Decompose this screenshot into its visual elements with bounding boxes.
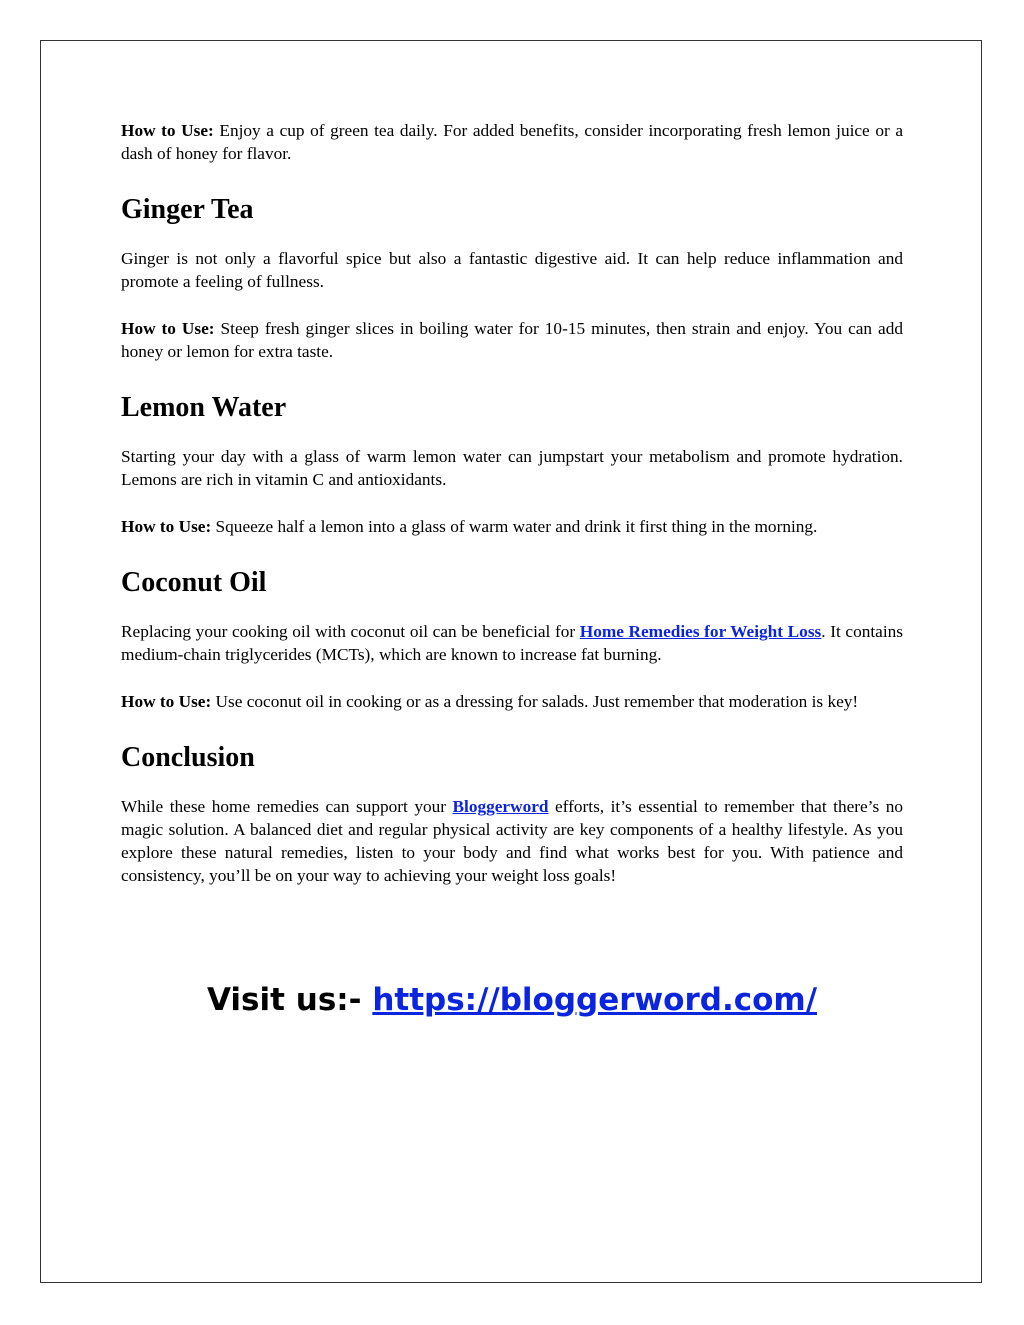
howto-text: Use coconut oil in cooking or as a dressing for salads. Just remember that moderation is key! (211, 692, 859, 711)
heading-ginger-tea: Ginger Tea (121, 194, 254, 225)
ginger-tea-paragraph: Ginger is not only a flavorful spice but also a fantastic digestive aid. It can help reduce inflammation and promote a feeling of fullness. (121, 249, 903, 291)
ginger-tea-howto-paragraph (121, 317, 903, 363)
heading-conclusion: Conclusion (121, 742, 255, 773)
heading-lemon-water: Lemon Water (121, 392, 287, 423)
howto-text: Steep fresh ginger slices in boiling water for 10-15 minutes, then strain and enjoy. You can add honey or lemon for extra taste. (121, 319, 904, 361)
conclusion-paragraph (121, 795, 903, 887)
howto-label: How to Use: (121, 692, 212, 711)
green-tea-howto-paragraph (121, 119, 903, 165)
heading-coconut-oil: Coconut Oil (121, 567, 267, 598)
howto-text: Squeeze half a lemon into a glass of warm water and drink it first thing in the morning. (211, 517, 818, 536)
document-body (121, 119, 903, 887)
bloggerword-link[interactable]: Bloggerword (452, 797, 549, 816)
howto-label: How to Use: (121, 319, 215, 338)
coconut-oil-howto-paragraph (121, 690, 903, 713)
coconut-oil-paragraph (121, 620, 903, 666)
visit-us-label: Visit us:- (206, 982, 373, 1018)
howto-label: How to Use: (121, 121, 214, 140)
lemon-water-paragraph: Starting your day with a glass of warm lemon water can jumpstart your metabolism and promote hydration. Lemons are rich in vitamin C and antioxidants. (121, 447, 903, 489)
lemon-water-howto-paragraph (121, 515, 903, 538)
paragraph-text: efforts, it’s essential to remember that there’s no magic solution. A balanced diet and regular physical activity are key components of a healthy lifestyle. As you explore these natural remedies, listen to your body and find what works best for you. With patience and consistency, you’ll be on your way to achieving your weight loss goals! (121, 797, 903, 885)
howto-text: Enjoy a cup of green tea daily. For added benefits, consider incorporating fresh lemon juice or a dash of honey for flavor. (121, 121, 903, 163)
howto-label: How to Use: (121, 517, 212, 536)
home-remedies-link[interactable]: Home Remedies for Weight Loss (579, 622, 822, 641)
visit-us-line (40, 978, 984, 1022)
paragraph-text: While these home remedies can support your (121, 797, 453, 816)
paragraph-text: Replacing your cooking oil with coconut oil can be beneficial for (121, 622, 580, 641)
paragraph-text: . It contains medium-chain triglycerides (MCTs), which are known to increase fat burning. (121, 622, 903, 664)
website-url-link[interactable]: https://bloggerword.com/ (372, 982, 818, 1018)
